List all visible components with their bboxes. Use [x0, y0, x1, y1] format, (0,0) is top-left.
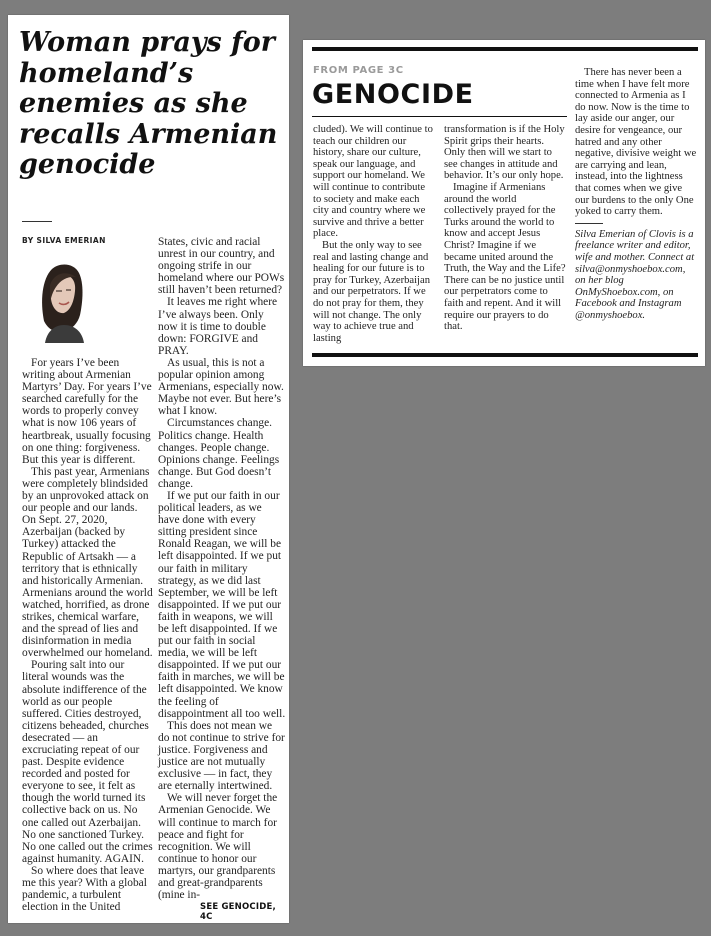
author-bio: Silva Emerian of Clovis is a freelance writer and editor, wife and mother. Connect at silva@onmyshoebox.com, on her blog OnMyShoebox.com, on Facebook and Instagram @onmyshoebox.: [575, 228, 695, 321]
continuation-column-1: [313, 124, 435, 344]
headline: Woman prays for homeland’s enemies as she recalls Armenian genocide: [19, 27, 278, 180]
continuation-column-3: [575, 67, 697, 321]
article-column-1: [22, 357, 153, 913]
top-rule: [312, 47, 698, 51]
paragraph: Imagine if Armenians around the world collectively prayed for the Turks around the world to know and accept Jesus Christ? Imagine if we became united around the Truth, the Way and the Life? There can be no justice until our perpetrators come to faith and repent. And it will require our prayers to do that.: [444, 181, 566, 333]
paragraph: We will never forget the Armenian Genocide. We will continue to march for peace and fight for recognition. We will continue to honor our martyrs, our grandparents and great-grandparents (mine in-: [158, 792, 278, 902]
paragraph: This past year, Armenians were completely blindsided by an unprovoked attack on our people and our lands. On Sept. 27, 2020, Azerbaijan (backed by Turkey) attacked the Republic of Artsakh — a territory that is ethnically and historically Armenian. Armenians around the world watched, horrified, as drone strikes, chemical warfare, and the spread of lies and disinformation in media overwhelmed our homeland.: [22, 465, 153, 660]
paragraph: There has never been a time when I have felt more connected to Armenia as I do now. Now is the time to lay aside our anger, our desire for vengeance, our hatred and any other negative, divisive weight we are carrying and lean, instead, into the lightness that comes when we give our burdens to the only One yoked to carry them.: [575, 67, 697, 218]
from-page-label: FROM PAGE 3C: [313, 65, 404, 76]
paragraph: If we put our faith in our political leaders, as we have done with every sitting president since Ronald Reagan, we will be left disappointed. If we put our faith in military strategy, as we did last September, we will be left disappointed. If we put our faith in weapons, we will be left disappointed. If we put our faith in social media, we will be left disappointed. If we put our faith in marches, we will be left disappointed. We know the feeling of disappointment all too well.: [158, 489, 286, 720]
byline: BY SILVA EMERIAN: [22, 236, 106, 245]
paragraph: Circumstances change. Politics change. Health changes. People change. Opinions change. Feelings change. But God doesn’t change.: [158, 417, 280, 490]
continuation-clipping-page-4c: [303, 40, 705, 366]
paragraph: So where does that leave me this year? With a global pandemic, a turbulent election in the United: [22, 864, 147, 914]
author-portrait-image: [36, 257, 86, 343]
paragraph: This does not mean we do not continue to strive for justice. Forgiveness and justice are not mutually exclusive — in fact, they are eternally intertwined.: [158, 719, 285, 793]
paragraph: As usual, this is not a popular opinion among Armenians, especially now. Maybe not ever. But here’s what I know.: [158, 356, 284, 418]
paragraph: It leaves me right where I’ve always been. Only now it is time to double down: FORGIVE and PRAY.: [158, 296, 278, 357]
paragraph: States, civic and racial unrest in our country, and ongoing strife in our homeland where our POWs still haven’t been returned?: [158, 236, 285, 297]
divider: [22, 221, 52, 222]
article-column-2: [158, 236, 286, 901]
jump-headline: GENOCIDE: [312, 79, 474, 110]
continuation-column-2: [444, 124, 566, 333]
paragraph: But the only way to see real and lasting change and healing for our future is to pray for Turkey, Azerbaijan and our perpetrators. If we do not pray for them, they will not change. The only way to achieve true and lasting: [313, 239, 430, 344]
jump-line: SEE GENOCIDE, 4C: [200, 902, 276, 922]
divider: [575, 223, 603, 224]
paragraph: transformation is if the Holy Spirit grips their hearts. Only then will we start to see changes in attitude and behavior. It’s our only hope.: [444, 124, 565, 182]
article-clipping-page-3c: [8, 15, 289, 923]
paragraph: cluded). We will continue to teach our children our history, share our culture, speak our language, and support our homeland. We will continue to contribute to society and make each city and country where we survive and thrive a better place.: [313, 124, 433, 240]
title-rule: [312, 116, 567, 117]
bottom-rule: [312, 353, 698, 357]
paragraph: Pouring salt into our literal wounds was the absolute indifference of the world as our people suffered. Cities destroyed, citizens beheaded, churches desecrated — an excruciating repeat of our past. Despite evidence recorded and posted for everyone to see, it felt as though the world turned its collective back on us. No one called out Azerbaijan. No one sanctioned Turkey. No one called out the crimes against humanity. AGAIN.: [22, 659, 153, 865]
paragraph: For years I’ve been writing about Armenian Martyrs’ Day. For years I’ve searched carefully for the words to properly convey what is now 106 years of heartbreak, usually focusing on one thing: forgiveness. But this year is different.: [22, 357, 152, 466]
